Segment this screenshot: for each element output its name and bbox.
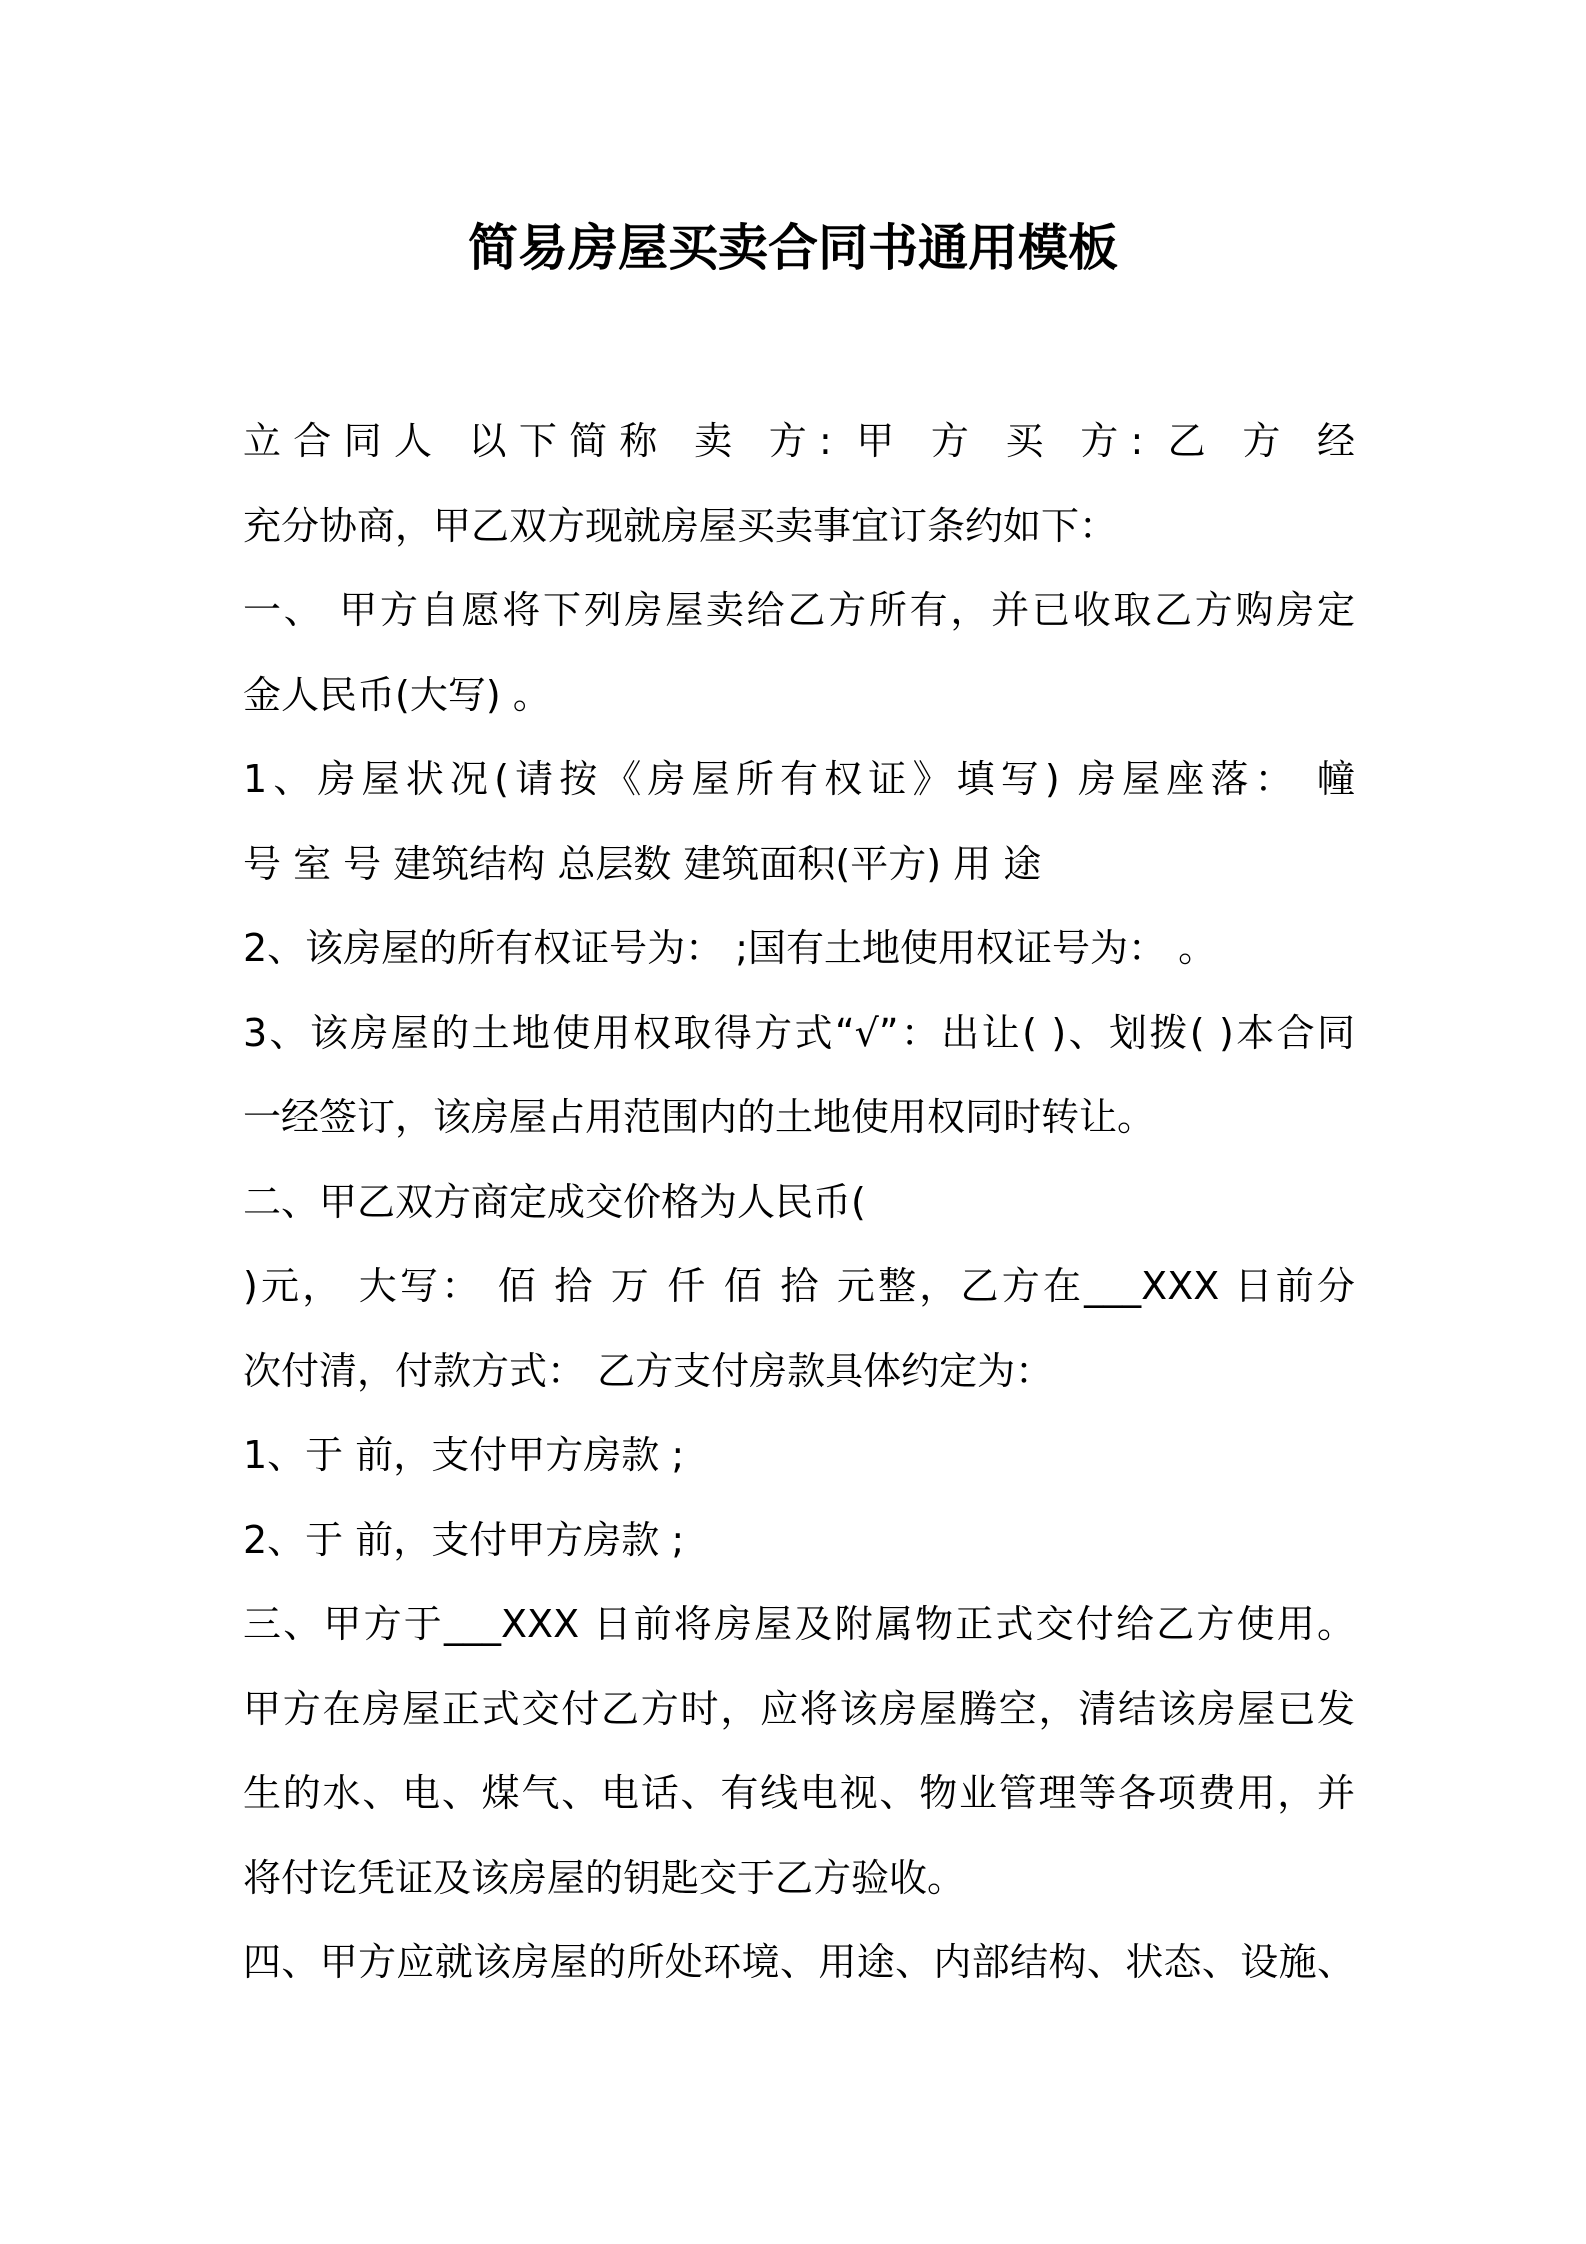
paragraph-line: 2、该房屋的所有权证号为： ;国有土地使用权证号为： 。 <box>243 926 1217 970</box>
paragraph-line: 甲方在房屋正式交付乙方时，应将该房屋腾空，清结该房屋已发 <box>243 1686 1355 1731</box>
paragraph-line: 1、房屋状况(请按《房屋所有权证》填写) 房屋座落： 幢 <box>243 757 1355 801</box>
paragraph-line: 将付讫凭证及该房屋的钥匙交于乙方验收。 <box>243 1855 966 1900</box>
paragraph-line: 四、甲方应就该房屋的所处环境、用途、内部结构、状态、设施、 <box>243 1940 1355 1984</box>
paragraph-line: 次付清，付款方式： 乙方支付房款具体约定为： <box>243 1348 1054 1393</box>
paragraph-line: 一、 甲方自愿将下列房屋卖给乙方所有，并已收取乙方购房定 <box>243 588 1355 632</box>
paragraph-line: )元， 大写： 佰 拾 万 仟 佰 拾 元整，乙方在___XXX 日前分 <box>243 1264 1355 1308</box>
paragraph-line: 三、甲方于___XXX 日前将房屋及附属物正式交付给乙方使用。 <box>243 1602 1355 1646</box>
paragraph-line: 一经签订，该房屋占用范围内的土地使用权同时转让。 <box>243 1095 1156 1139</box>
paragraph-line: 1、于 前，支付甲方房款 ; <box>243 1433 685 1477</box>
paragraph-line: 充分协商，甲乙双方现就房屋买卖事宜订条约如下： <box>243 503 1118 548</box>
paragraph-line: 3、该房屋的土地使用权取得方式“√”：出让( )、划拨( )本合同 <box>243 1010 1355 1055</box>
paragraph-line: 生的水、电、煤气、电话、有线电视、物业管理等各项费用，并 <box>243 1771 1355 1815</box>
paragraph-line: 立合同人 以下简称 卖 方: 甲 方 买 方: 乙 方 经 <box>243 419 1355 463</box>
paragraph-line: 号 室 号 建筑结构 总层数 建筑面积(平方) 用 途 <box>243 841 1042 886</box>
paragraph-line: 2、于 前，支付甲方房款 ; <box>243 1517 685 1562</box>
paragraph-line: 金人民币(大写) 。 <box>243 672 551 717</box>
document-title: 简易房屋买卖合同书通用模板 <box>468 219 1118 277</box>
paragraph-line: 二、甲乙双方商定成交价格为人民币( <box>243 1179 866 1224</box>
document-body <box>243 399 1355 2005</box>
